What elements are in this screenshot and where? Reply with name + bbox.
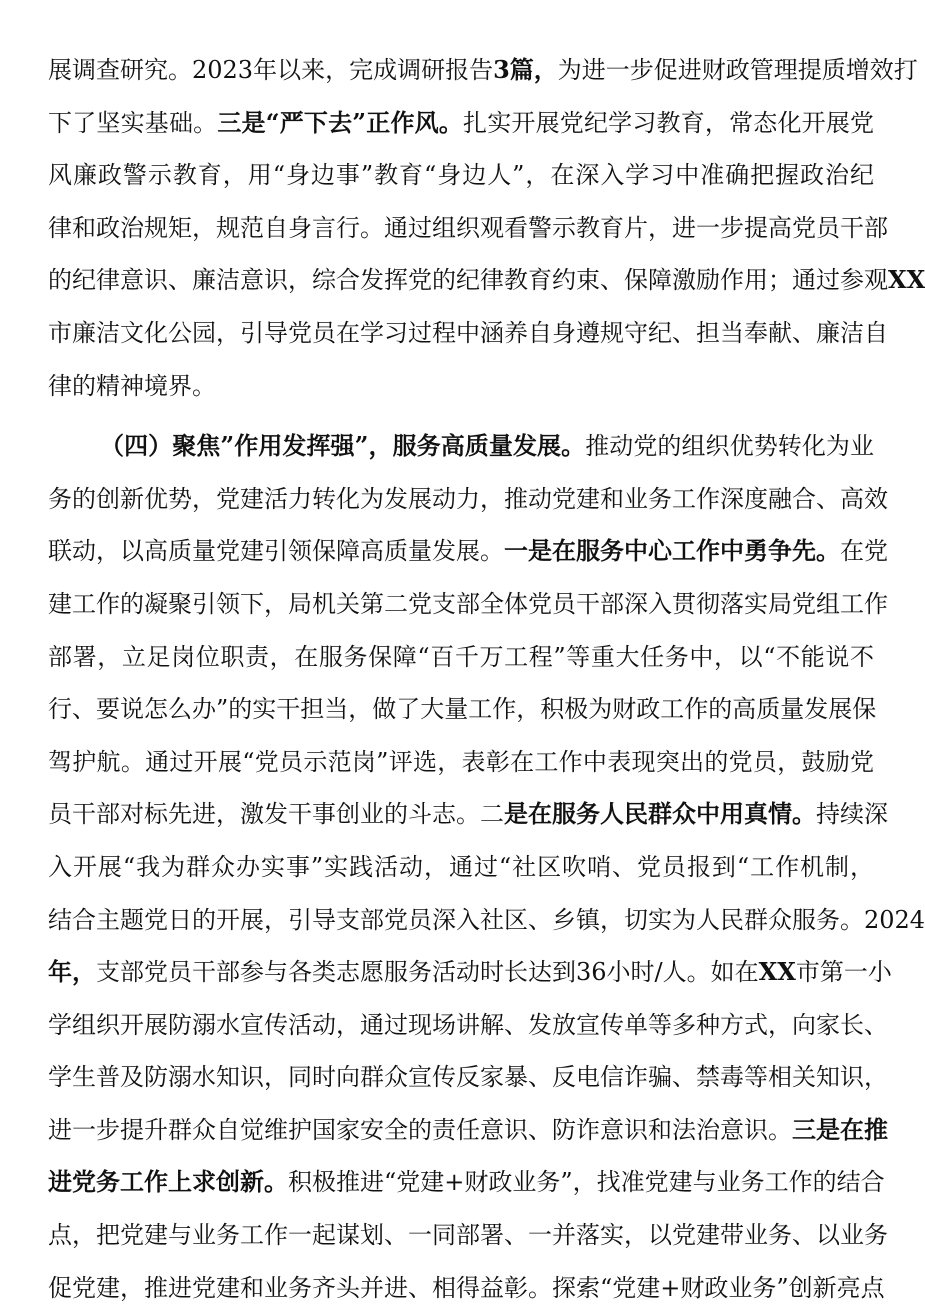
text-line: 市廉洁文化公园，引导党员在学习过程中涵养自身遵规守纪、担当奉献、廉洁自 <box>48 318 888 347</box>
document-page <box>48 44 925 1314</box>
text-line: 点，把党建与业务工作一起谋划、一同部署、一并落实，以党建带业务、以业务 <box>48 1221 888 1250</box>
text-line: 律的精神境界。 <box>48 371 216 400</box>
paragraph-gap <box>48 412 874 420</box>
paragraph-discipline <box>48 44 925 412</box>
text-line: 学组织开展防溺水宣传活动，通过现场讲解、发放宣传单等多种方式，向家长、 <box>48 1010 888 1039</box>
text-line: 部署，立足岗位职责，在服务保障“百千万工程”等重大任务中，以“不能说不 <box>48 642 874 671</box>
text-line: 下了坚实基础。三是“严下去”正作风。扎实开展党纪学习教育，常态化开展党 <box>48 107 875 137</box>
text-line: 年，支部党员干部参与各类志愿服务活动时长达到36小时/人。如在XX市第一小 <box>48 957 892 987</box>
text-line: 驾护航。通过开展“党员示范岗”评选，表彰在工作中表现突出的党员，鼓励党 <box>48 747 874 776</box>
text-line: 务的创新优势，党建活力转化为发展动力，推动党建和业务工作深度融合、高效 <box>48 484 888 513</box>
text-line: 进一步提升群众自觉维护国家安全的责任意识、防诈意识和法治意识。三是在推 <box>48 1114 888 1144</box>
text-line: 的纪律意识、廉洁意识，综合发挥党的纪律教育约束、保障激励作用；通过参观XX <box>48 265 925 295</box>
text-line: 律和政治规矩，规范自身言行。通过组织观看警示教育片，进一步提高党员干部 <box>48 213 888 242</box>
text-line: 员干部对标先进，激发干事创业的斗志。二是在服务人民群众中用真情。持续深 <box>48 799 888 829</box>
text-line: 行、要说怎么办”的实干担当，做了大量工作，积极为财政工作的高质量发展保 <box>48 695 877 724</box>
text-line: 入开展“我为群众办实事”实践活动，通过“社区吹哨、党员报到“工作机制， <box>48 852 874 881</box>
text-line: 联动，以高质量党建引领保障高质量发展。一是在服务中心工作中勇争先。在党 <box>48 536 888 566</box>
text-line: 促党建，推进党建和业务齐头并进、相得益彰。探索“党建+财政业务”创新亮点 <box>48 1273 885 1302</box>
text-line: 展调查研究。2023年以来，完成调研报告3篇，为进一步促进财政管理提质增效打 <box>48 55 918 84</box>
text-line: 结合主题党日的开展，引导支部党员深入社区、乡镇，切实为人民群众服务。2024 <box>48 905 925 934</box>
text-line: 学生普及防溺水知识，同时向群众宣传反家暴、反电信诈骗、禁毒等相关知识， <box>48 1063 888 1092</box>
text-line: 建工作的凝聚引领下，局机关第二党支部全体党员干部深入贯彻落实局党组工作 <box>48 589 888 618</box>
paragraph-service-development <box>48 420 925 1314</box>
text-line: 风廉政警示教育，用“身边事”教育“身边人”，在深入学习中准确把握政治纪 <box>48 161 874 190</box>
text-line: 进党务工作上求创新。积极推进“党建+财政业务”，找准党建与业务工作的结合 <box>48 1167 885 1197</box>
section-heading-line: （四）聚焦”作用发挥强”，服务高质量发展。推动党的组织优势转化为业 <box>100 431 875 461</box>
